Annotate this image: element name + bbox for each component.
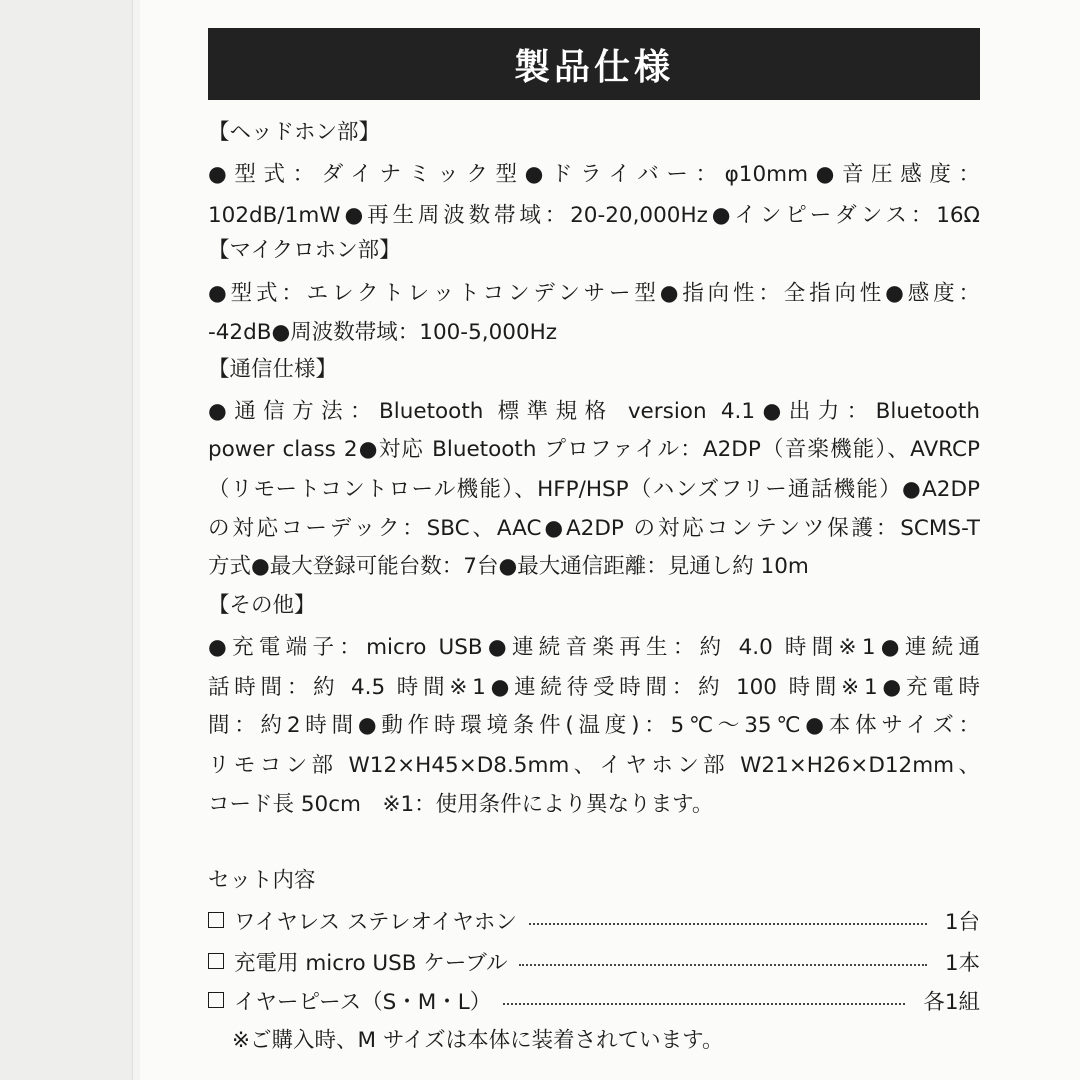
checkbox-icon: [208, 992, 224, 1008]
section-heading-communication: 【通信仕様】: [208, 357, 338, 382]
spec-line: ●型式：エレクトレットコンデンサー型●指向性：全指向性●感度：: [208, 281, 980, 306]
spec-line: リモコン部 W12×H45×D8.5mm、イヤホン部 W21×H26×D12mm、: [208, 753, 980, 778]
contents-item-name: ワイヤレス ステレオイヤホン: [234, 909, 517, 935]
dotted-leader: [519, 964, 926, 966]
spec-line: の対応コーデック：SBC、AAC●A2DP の対応コンテンツ保護：SCMS-T: [208, 516, 980, 541]
contents-heading: セット内容: [208, 868, 316, 893]
contents-item-qty: 1台: [944, 909, 980, 935]
checkbox-icon: [208, 953, 224, 969]
contents-item-qty: 各1組: [923, 989, 980, 1015]
spec-line: -42dB●周波数帯域：100-5,000Hz: [208, 320, 558, 345]
spec-line: （リモートコントロール機能）、HFP/HSP（ハンズフリー通話機能）●A2DP: [208, 477, 980, 502]
checkbox-icon: [208, 912, 224, 928]
spec-line: 方式●最大登録可能台数：7台●最大通信距離：見通し約 10m: [208, 554, 809, 579]
page-title: 製品仕様: [208, 28, 980, 100]
contents-item: [208, 905, 980, 935]
dotted-leader: [529, 923, 927, 925]
contents-item: [208, 985, 980, 1015]
contents-item: [208, 946, 980, 976]
background-strip: [0, 0, 133, 1080]
section-heading-headphone: 【ヘッドホン部】: [208, 120, 381, 145]
spec-line: ●型式：ダイナミック型●ドライバー：φ10mm●音圧感度：: [208, 162, 980, 187]
contents-item-name: イヤーピース（S・M・L）: [234, 989, 492, 1015]
contents-item-name: 充電用 micro USB ケーブル: [234, 950, 508, 976]
spec-line: ●充電端子：micro USB●連続音楽再生：約 4.0 時間※1●連続通: [208, 635, 980, 660]
spec-line: 102dB/1mW●再生周波数帯域：20-20,000Hz●インピーダンス：16Ω: [208, 203, 980, 228]
section-heading-other: 【その他】: [208, 593, 316, 618]
spec-line: 間：約2時間●動作時環境条件(温度)：5℃～35℃●本体サイズ：: [208, 713, 980, 738]
spec-line: power class 2●対応 Bluetooth プロファイル：A2DP（音楽機能）、AVRCP: [208, 437, 980, 462]
spec-line: 話時間：約 4.5 時間※1●連続待受時間：約 100 時間※1●充電時: [208, 675, 980, 700]
contents-item-qty: 1本: [944, 950, 980, 976]
contents-note: ※ご購入時、M サイズは本体に装着されています。: [232, 1028, 724, 1053]
section-heading-microphone: 【マイクロホン部】: [208, 238, 401, 263]
spec-line: コード長 50cm ※1：使用条件により異なります。: [208, 792, 714, 817]
spec-line: ●通信方法：Bluetooth 標準規格 version 4.1●出力：Bluetooth: [208, 399, 980, 424]
dotted-leader: [503, 1003, 905, 1005]
